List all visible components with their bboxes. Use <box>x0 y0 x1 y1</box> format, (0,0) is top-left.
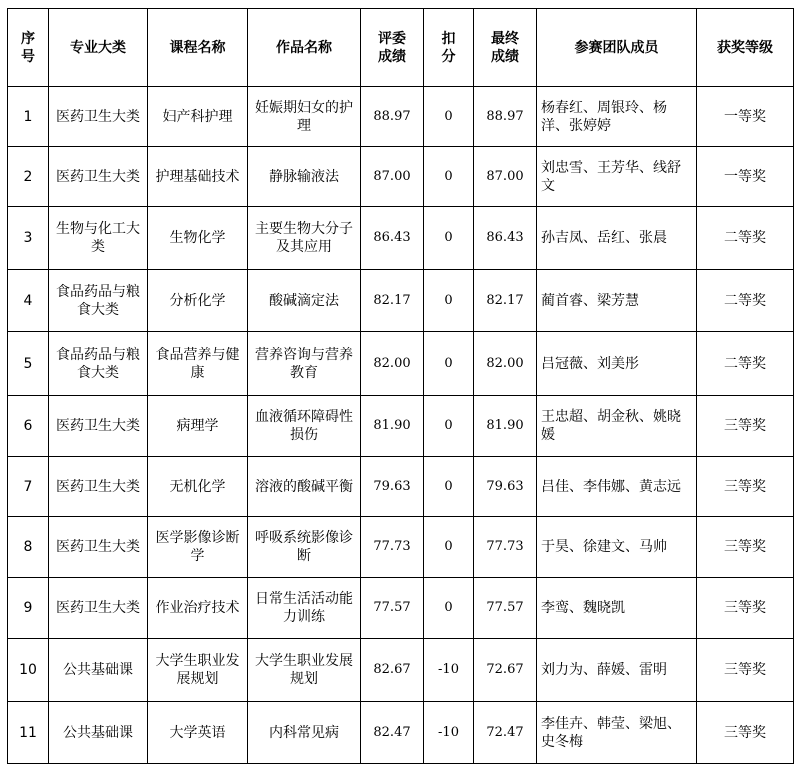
cell-no: 10 <box>8 639 49 702</box>
header-no: 序号 <box>8 9 49 87</box>
cell-judge-score: 87.00 <box>361 147 424 207</box>
cell-course: 护理基础技术 <box>148 147 248 207</box>
cell-judge-score: 81.90 <box>361 396 424 457</box>
cell-deduction: 0 <box>424 207 474 270</box>
cell-deduction: -10 <box>424 702 474 764</box>
cell-award: 二等奖 <box>697 207 794 270</box>
cell-award: 三等奖 <box>697 517 794 578</box>
cell-final-score: 77.73 <box>474 517 537 578</box>
table-row <box>8 702 794 764</box>
cell-no: 4 <box>8 270 49 332</box>
cell-final-score: 72.67 <box>474 639 537 702</box>
cell-members: 吕冠薇、刘美彤 <box>537 332 697 396</box>
cell-course: 食品营养与健康 <box>148 332 248 396</box>
table-row <box>8 578 794 639</box>
cell-award: 一等奖 <box>697 147 794 207</box>
cell-judge-score: 82.47 <box>361 702 424 764</box>
cell-judge-score: 77.57 <box>361 578 424 639</box>
cell-deduction: 0 <box>424 517 474 578</box>
table-row <box>8 396 794 457</box>
cell-deduction: 0 <box>424 332 474 396</box>
cell-course: 医学影像诊断学 <box>148 517 248 578</box>
awards-table <box>7 8 794 764</box>
cell-category: 公共基础课 <box>49 702 148 764</box>
cell-work: 日常生活活动能力训练 <box>248 578 361 639</box>
cell-award: 一等奖 <box>697 87 794 147</box>
cell-category: 医药卫生大类 <box>49 578 148 639</box>
cell-final-score: 82.00 <box>474 332 537 396</box>
header-members: 参赛团队成员 <box>537 9 697 87</box>
cell-members: 李鸾、魏晓凯 <box>537 578 697 639</box>
header-course: 课程名称 <box>148 9 248 87</box>
cell-deduction: 0 <box>424 147 474 207</box>
header-judge: 评委成绩 <box>361 9 424 87</box>
table-row <box>8 207 794 270</box>
cell-final-score: 82.17 <box>474 270 537 332</box>
cell-judge-score: 88.97 <box>361 87 424 147</box>
cell-no: 9 <box>8 578 49 639</box>
cell-members: 李佳卉、韩莹、梁旭、史冬梅 <box>537 702 697 764</box>
table-row <box>8 639 794 702</box>
cell-course: 分析化学 <box>148 270 248 332</box>
cell-members: 杨春红、周银玲、杨洋、张婷婷 <box>537 87 697 147</box>
cell-final-score: 77.57 <box>474 578 537 639</box>
cell-members: 刘力为、薛媛、雷明 <box>537 639 697 702</box>
cell-award: 二等奖 <box>697 270 794 332</box>
table-row <box>8 457 794 517</box>
cell-final-score: 87.00 <box>474 147 537 207</box>
cell-course: 生物化学 <box>148 207 248 270</box>
cell-award: 二等奖 <box>697 332 794 396</box>
cell-work: 酸碱滴定法 <box>248 270 361 332</box>
cell-judge-score: 77.73 <box>361 517 424 578</box>
cell-no: 1 <box>8 87 49 147</box>
cell-final-score: 86.43 <box>474 207 537 270</box>
cell-work: 血液循环障碍性损伤 <box>248 396 361 457</box>
cell-no: 3 <box>8 207 49 270</box>
cell-category: 公共基础课 <box>49 639 148 702</box>
cell-members: 蔺首睿、梁芳慧 <box>537 270 697 332</box>
cell-course: 病理学 <box>148 396 248 457</box>
header-final: 最终成绩 <box>474 9 537 87</box>
cell-deduction: 0 <box>424 87 474 147</box>
cell-members: 孙吉凤、岳红、张晨 <box>537 207 697 270</box>
cell-no: 5 <box>8 332 49 396</box>
cell-deduction: 0 <box>424 396 474 457</box>
cell-work: 溶液的酸碱平衡 <box>248 457 361 517</box>
cell-work: 静脉输液法 <box>248 147 361 207</box>
cell-members: 吕佳、李伟娜、黄志远 <box>537 457 697 517</box>
table-row <box>8 270 794 332</box>
cell-work: 呼吸系统影像诊断 <box>248 517 361 578</box>
cell-work: 内科常见病 <box>248 702 361 764</box>
cell-course: 无机化学 <box>148 457 248 517</box>
cell-work: 大学生职业发展规划 <box>248 639 361 702</box>
table-row <box>8 87 794 147</box>
cell-award: 三等奖 <box>697 457 794 517</box>
cell-judge-score: 79.63 <box>361 457 424 517</box>
cell-no: 11 <box>8 702 49 764</box>
cell-no: 2 <box>8 147 49 207</box>
table-row <box>8 517 794 578</box>
cell-course: 大学生职业发展规划 <box>148 639 248 702</box>
cell-deduction: 0 <box>424 457 474 517</box>
cell-final-score: 88.97 <box>474 87 537 147</box>
header-row <box>8 9 794 87</box>
header-work: 作品名称 <box>248 9 361 87</box>
cell-no: 7 <box>8 457 49 517</box>
cell-award: 三等奖 <box>697 639 794 702</box>
cell-members: 王忠超、胡金秋、姚晓媛 <box>537 396 697 457</box>
cell-no: 8 <box>8 517 49 578</box>
cell-category: 医药卫生大类 <box>49 396 148 457</box>
header-category: 专业大类 <box>49 9 148 87</box>
cell-work: 妊娠期妇女的护理 <box>248 87 361 147</box>
table-row <box>8 147 794 207</box>
cell-course: 妇产科护理 <box>148 87 248 147</box>
cell-deduction: 0 <box>424 270 474 332</box>
cell-category: 医药卫生大类 <box>49 147 148 207</box>
cell-members: 刘忠雪、王芳华、线舒文 <box>537 147 697 207</box>
header-award: 获奖等级 <box>697 9 794 87</box>
cell-judge-score: 82.00 <box>361 332 424 396</box>
cell-judge-score: 82.67 <box>361 639 424 702</box>
cell-category: 生物与化工大类 <box>49 207 148 270</box>
cell-no: 6 <box>8 396 49 457</box>
header-deduct: 扣分 <box>424 9 474 87</box>
table-row <box>8 332 794 396</box>
cell-award: 三等奖 <box>697 578 794 639</box>
cell-final-score: 72.47 <box>474 702 537 764</box>
cell-category: 医药卫生大类 <box>49 87 148 147</box>
cell-course: 作业治疗技术 <box>148 578 248 639</box>
cell-course: 大学英语 <box>148 702 248 764</box>
cell-award: 三等奖 <box>697 702 794 764</box>
cell-deduction: 0 <box>424 578 474 639</box>
cell-category: 食品药品与粮食大类 <box>49 332 148 396</box>
cell-category: 医药卫生大类 <box>49 517 148 578</box>
cell-work: 营养咨询与营养教育 <box>248 332 361 396</box>
cell-final-score: 81.90 <box>474 396 537 457</box>
cell-final-score: 79.63 <box>474 457 537 517</box>
cell-category: 食品药品与粮食大类 <box>49 270 148 332</box>
cell-work: 主要生物大分子及其应用 <box>248 207 361 270</box>
cell-category: 医药卫生大类 <box>49 457 148 517</box>
cell-award: 三等奖 <box>697 396 794 457</box>
cell-deduction: -10 <box>424 639 474 702</box>
cell-judge-score: 82.17 <box>361 270 424 332</box>
cell-members: 于昊、徐建文、马帅 <box>537 517 697 578</box>
cell-judge-score: 86.43 <box>361 207 424 270</box>
